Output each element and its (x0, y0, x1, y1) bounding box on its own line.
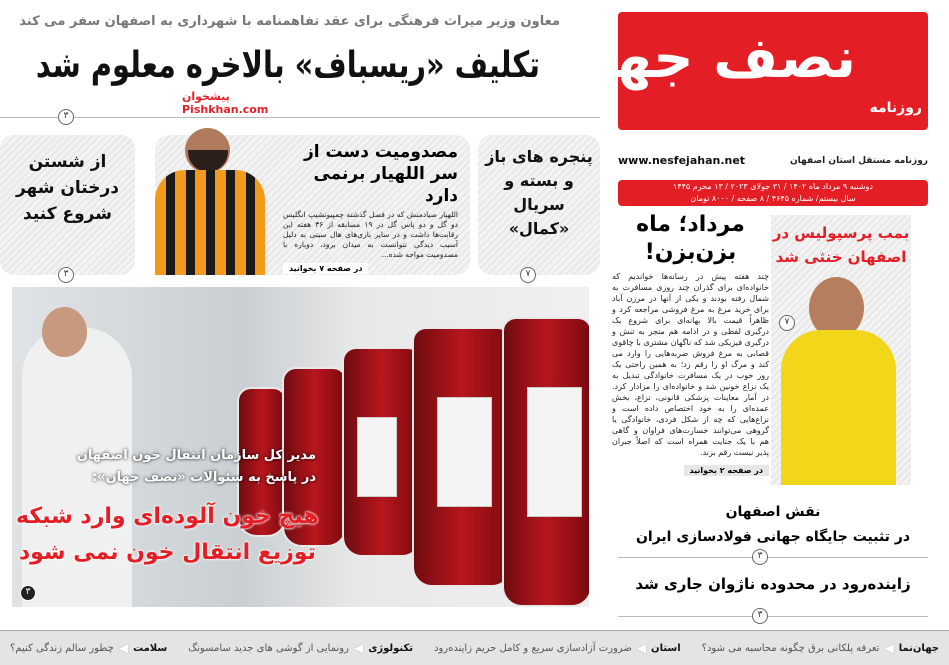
divider (618, 616, 928, 617)
feature-kicker: در پاسخ به سئوالات «نصف جهان»: (91, 470, 316, 485)
column-title: مرداد؛ ماه بزن‌بزن! (636, 212, 745, 265)
arrow-icon: ◀ (636, 641, 647, 655)
lead-kicker: معاون وزیر میراث فرهنگی برای عقد تفاهمنامه با شهرداری به اصفهان سفر می کند (19, 14, 560, 29)
brief-headline[interactable]: زاینده‌رود در محدوده ناژوان جاری شد (635, 575, 911, 593)
watermark-text: Pishkhan.com (182, 103, 269, 116)
brief-headline[interactable] (612, 500, 934, 550)
feature-kicker: مدیر کل سازمان انتقال خون اصفهان (76, 448, 316, 463)
column-article[interactable] (612, 211, 769, 477)
footer-bar (0, 630, 949, 665)
footer-link[interactable]: چطور سالم زندگی کنیم؟ (10, 642, 114, 654)
logo-text: نصف جهان (547, 26, 856, 91)
logo-prefix: روزنامه (869, 100, 922, 116)
arrow-icon: ◀ (353, 641, 364, 655)
feature-headline: توزیع انتقال خون نمی شود (18, 540, 316, 565)
page-ref: ۳ (58, 267, 74, 283)
page-ref: ۳ (20, 585, 36, 601)
read-more[interactable]: در صفحه ۲ بخوانید (684, 465, 769, 476)
divider (618, 557, 928, 558)
player-photo (140, 128, 275, 275)
card-title: مصدومیت دست از سر اللهیار برنمی دارد (303, 142, 458, 206)
arrow-icon: ◀ (884, 641, 894, 655)
tagline: روزنامه مستقل استان اصفهان (790, 156, 928, 166)
story-card[interactable] (478, 135, 600, 275)
brief-line: نقش اصفهان (725, 504, 821, 520)
arrow-icon: ◀ (118, 641, 129, 655)
date-line: دوشنبه ۹ مرداد ماه ۱۴۰۲ / ۳۱ جولای ۲۰۲۳ / ۱۳ محرم ۱۴۴۵ (673, 182, 873, 191)
sport-title: بمب پرسپولیس در اصفهان خنثی شد (772, 224, 910, 266)
footer-section[interactable]: سلامت (133, 642, 168, 654)
website-link[interactable]: www.nesfejahan.net (618, 154, 746, 167)
footer-section[interactable]: تکنولوژی (368, 642, 414, 654)
divider (0, 117, 600, 118)
footer-link[interactable]: ضرورت آزادسازی سریع و کامل حریم زاینده‌رود (434, 642, 632, 654)
page-ref: ۳ (752, 608, 768, 624)
date-bar (618, 180, 928, 206)
feature-headline: هیچ خون آلوده‌ای وارد شبکه (16, 504, 319, 529)
footer-section[interactable]: جهان‌نما (898, 642, 939, 654)
feature-photo[interactable] (12, 287, 589, 607)
masthead-logo (547, 12, 928, 130)
brief-line: در تثبیت جایگاه جهانی فولادسازی ایران (635, 529, 911, 545)
card-title: از شستن درختان شهر شروع کنید (15, 152, 120, 224)
read-more[interactable]: در صفحه ۷ بخوانید (283, 263, 368, 274)
page-ref: ۷ (520, 267, 536, 283)
page-ref: ۳ (58, 109, 74, 125)
footer-link[interactable]: تعرفه پلکانی برق چگونه محاسبه می شود؟ (701, 642, 880, 654)
card-title: پنجره های باز و بسته و سریال «کمال» (485, 147, 593, 238)
story-card[interactable] (0, 135, 135, 275)
issue-line: سال بیستم/ شماره ۴۶۴۵ / ۸ صفحه / ۸۰۰۰ تومان (690, 194, 856, 203)
page-ref: ۷ (779, 315, 795, 331)
lead-headline[interactable]: تکلیف «ریسباف» بالاخره معلوم شد (35, 45, 541, 86)
footer-section[interactable]: استان (651, 642, 681, 654)
sport-card[interactable] (771, 215, 911, 485)
watermark: پیشخوان Pishkhan.com (182, 90, 269, 116)
page-ref: ۳ (752, 549, 768, 565)
column-body: چند هفته پیش در رسانه‌ها خواندیم که خانواده‌ای برای گذران چند روزی مسافرت به شمال رفته بودند و یکی از آنها در مرزن آباد برای خرید مرغ به مرغ فروشی مراجعه کرد و ظاهراً قیمت بالا بهانه‌ای برای شروع یک درگیری لفظی و در ادامه هم منجر به تنش و درگیری فیزیکی شد که ناگهان مشتری با چاقوی قصابی به مرغ فروش ضربه‌هایی را وارد می کند و مرگ او را رقم زد؛ به همین راحتی یک روز خوب در یک مسافرت خانوادگی تبدیل به یک نزاع خونین شد و خانواده‌ای را مزادار کرد. در آمار معاینات پزشکی قانونی، نزاع، بخش عمده‌ای را به خود اختصاص داده است و نزاع‌هایی که چه از شکل فردی، خانوادگی یا گروهی می‌توانند خسارت‌های فراوان و گاهی هم با یک جنایت همراه است که اصلاً جبران پذیر نیست رقم بزند. (612, 272, 769, 457)
card-body: اللهیار صیادمنش که در فصل گذشته چمپیونشیپ انگلیس دو گل و دو پاس گل در ۱۹ مسابقه از ۳۶ هفته این رقابت‌ها داشت و در سایر بازی‌های هال سیتی به دلیل آسیب دیدگی نتوانست به میدان برود، دوباره با مصدومیت مواجه شده... (283, 210, 458, 259)
footer-link[interactable]: رونمایی از گوشی های جدید سامسونگ (188, 642, 349, 654)
